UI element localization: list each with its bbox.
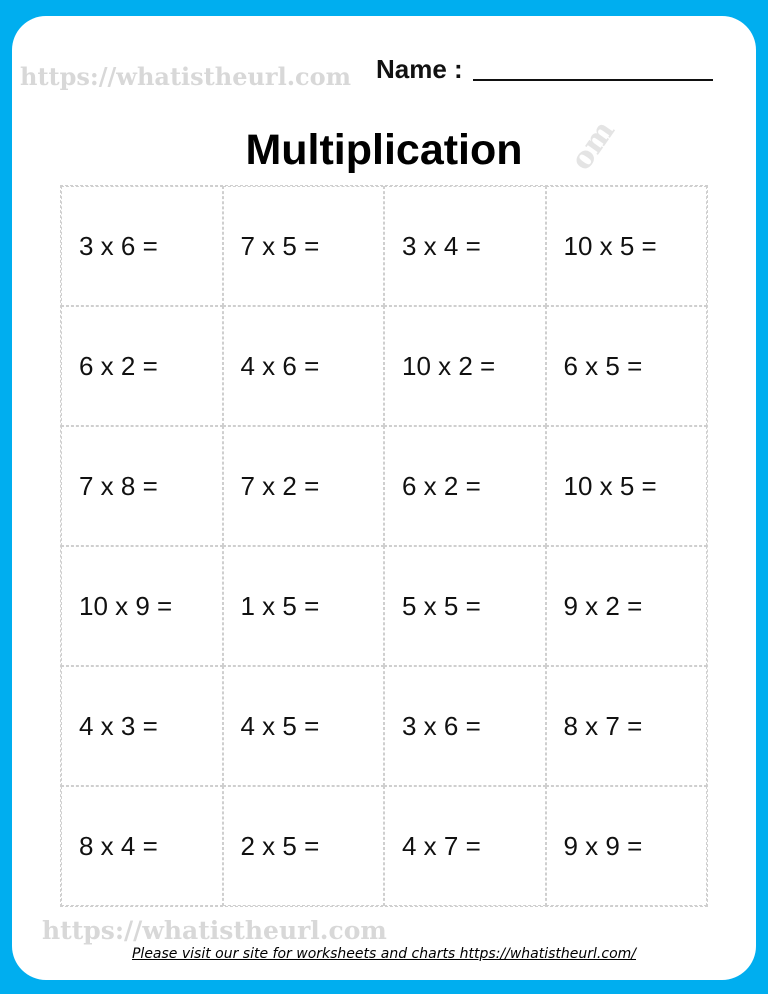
problem-grid bbox=[60, 185, 708, 907]
problem-cell: 4 x 3 = bbox=[61, 666, 223, 786]
problem-cell: 9 x 2 = bbox=[546, 546, 708, 666]
problem-cell: 6 x 2 = bbox=[61, 306, 223, 426]
page-title: Multiplication bbox=[245, 126, 523, 174]
problem-cell: 3 x 6 = bbox=[384, 666, 546, 786]
problem-cell: 6 x 5 = bbox=[546, 306, 708, 426]
problem-cell: 1 x 5 = bbox=[223, 546, 385, 666]
problem-cell: 7 x 2 = bbox=[223, 426, 385, 546]
worksheet-page bbox=[12, 16, 756, 980]
name-blank-line[interactable] bbox=[473, 79, 713, 81]
problem-cell: 7 x 5 = bbox=[223, 186, 385, 306]
problem-cell: 4 x 6 = bbox=[223, 306, 385, 426]
problem-cell: 2 x 5 = bbox=[223, 786, 385, 906]
problem-cell: 3 x 6 = bbox=[61, 186, 223, 306]
footer-link[interactable]: Please visit our site for worksheets and charts https://whatistheurl.com/ bbox=[131, 946, 636, 962]
name-field bbox=[376, 54, 713, 85]
problem-cell: 8 x 4 = bbox=[61, 786, 223, 906]
watermark-diagonal: om bbox=[563, 114, 623, 177]
problem-cell: 8 x 7 = bbox=[546, 666, 708, 786]
problem-cell: 9 x 9 = bbox=[546, 786, 708, 906]
name-label: Name : bbox=[376, 54, 463, 84]
problem-cell: 10 x 5 = bbox=[546, 186, 708, 306]
problem-cell: 6 x 2 = bbox=[384, 426, 546, 546]
problem-cell: 4 x 5 = bbox=[223, 666, 385, 786]
problem-cell: 4 x 7 = bbox=[384, 786, 546, 906]
watermark-top: https://whatistheurl.com bbox=[20, 62, 352, 91]
problem-cell: 10 x 5 = bbox=[546, 426, 708, 546]
problem-cell: 10 x 9 = bbox=[61, 546, 223, 666]
problem-cell: 10 x 2 = bbox=[384, 306, 546, 426]
problem-cell: 5 x 5 = bbox=[384, 546, 546, 666]
problem-cell: 3 x 4 = bbox=[384, 186, 546, 306]
watermark-bottom: https://whatistheurl.com bbox=[42, 916, 387, 945]
problem-cell: 7 x 8 = bbox=[61, 426, 223, 546]
